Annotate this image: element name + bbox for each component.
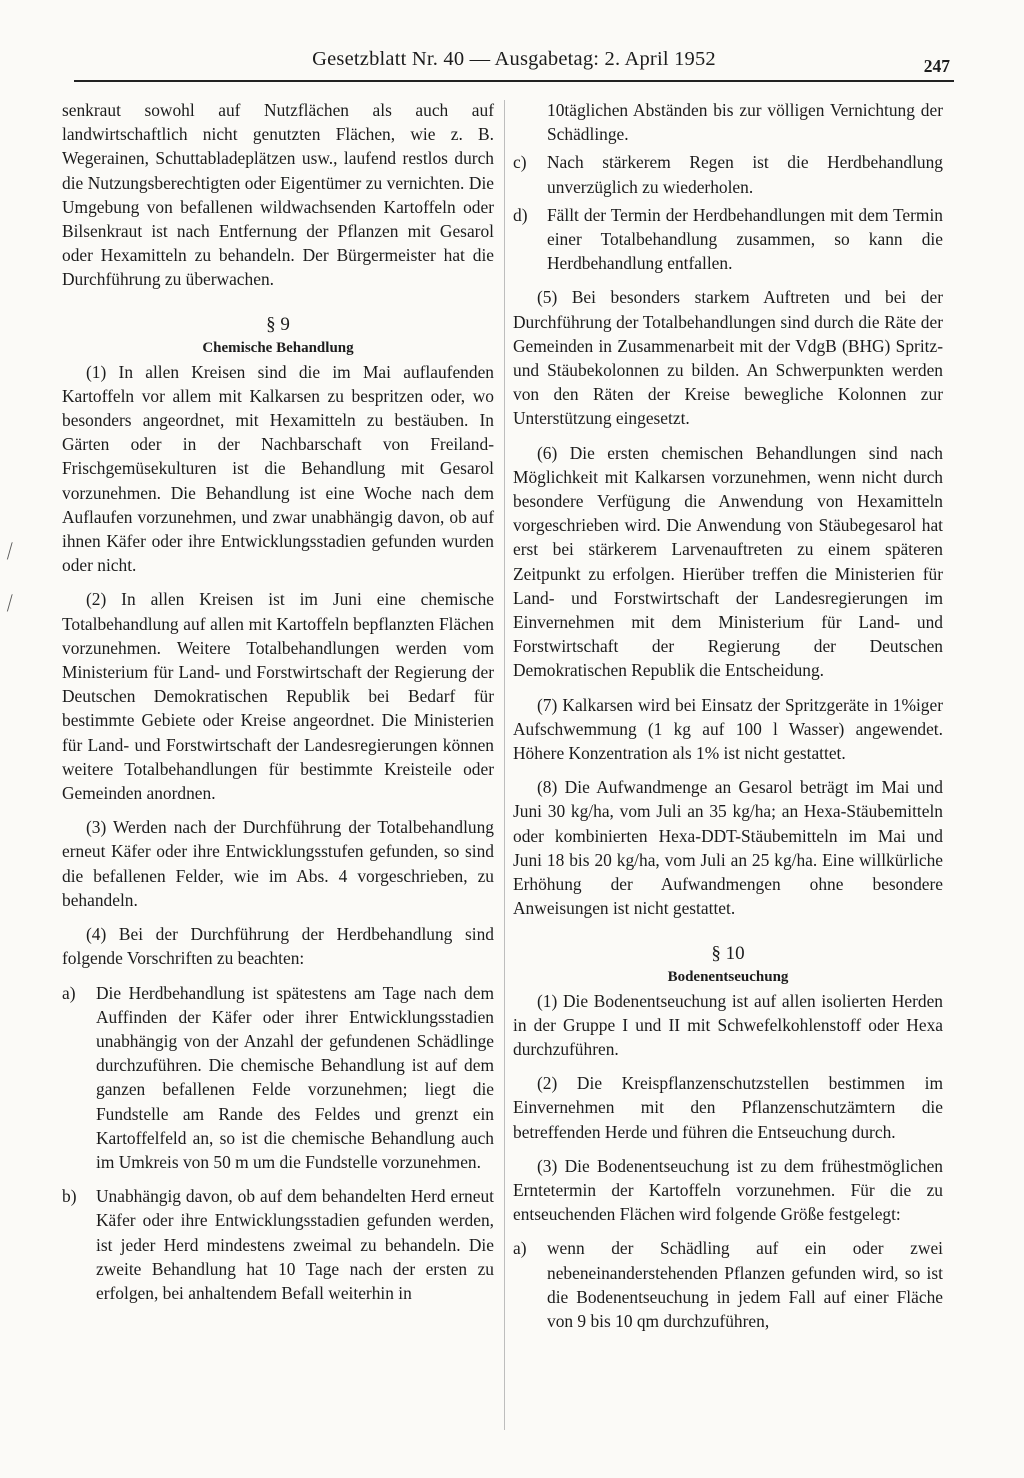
section-10-paragraph-2: (2) Die Kreispflanzenschutzstellen bestimmen im Einvernehmen mit den Pflanzenschutzämtern die betreffenden Herde und führen die Entseuchung durch.: [513, 1073, 943, 1142]
list-item-d-text: Fällt der Termin der Herdbehandlungen mit dem Termin einer Totalbehandlung zusammen, so kann die Herdbehandlung entfallen.: [547, 204, 943, 274]
section-10-list-item-a-text: wenn der Schädling auf ein oder zwei nebeneinanderstehenden Pflanzen gefunden wird, so ist die Bodenentseuchung in jedem Fall auf einer Fläche von 9 bis 10 qm durchzuführen,: [547, 1238, 943, 1331]
list-item-d: [513, 203, 943, 276]
section-10-number: § 10: [711, 942, 745, 964]
section-9-paragraph-3: (3) Werden nach der Durchführung der Totalbehandlung erneut Käfer oder ihre Entwicklungsstufen gefunden, so sind die befallenen Felder, wie im Abs. 4 vorgeschrieben, zu behandeln.: [62, 817, 494, 910]
section-9-paragraph-5: (5) Bei besonders starkem Auftreten und bei der Durchführung der Totalbehandlungen sind durch die Räte der Gemeinden in Zusammenarbeit mit der VdgB (BHG) Spritz- und Stäubekolonnen zu bilden. An Schwerpunkten werden von den Räten der Kreise bewegliche Kolonnen zur Unterstützung eingesetzt.: [513, 287, 943, 429]
section-10-list-item-a-label: a): [513, 1238, 527, 1259]
section-9-paragraph-6: (6) Die ersten chemischen Behandlungen sind nach Möglichkeit mit Kalkarsen vorzunehmen, wenn nicht durch besondere Verfügung die Anwendung von Hexamitteln vorgeschrieben wird. Die Anwendung von Stäubegesarol hat erst bei stärkerem Larvenauftreten zu einem späteren Zeitpunkt zu erfolgen. Hierüber treffen die Ministerien für Land- und Forstwirtschaft der Landesregierungen im Einvernehmen mit dem Ministerium für Land- und Forstwirtschaft der Regierung der Deutschen Demokratischen Republik die Entscheidung.: [513, 442, 943, 681]
section-9-heading: Chemische Behandlung: [202, 339, 354, 356]
list-item-b: [62, 1184, 494, 1305]
section-10-heading: Bodenentseuchung: [667, 968, 789, 985]
list-item-b-continued: [513, 98, 943, 146]
section-9-paragraph-1: (1) In allen Kreisen sind die im Mai auflaufenden Kartoffeln vor allem mit Kalkarsen zu bespritzen oder, wo besonders angeordnet, mit Hexamitteln zu bestäuben. In Gärten oder in der Nachbarschaft von Freiland-Frischgemüsekulturen ist die Behandlung mit Gesarol vorzunehmen. Die Behandlung ist eine Woche nach dem Auflaufen vorzunehmen, und zwar unabhängig davon, ob auf ihnen Käfer oder ihre Entwicklungsstadien gefunden wurden oder nicht.: [62, 361, 494, 576]
list-item-b-text: Unabhängig davon, ob auf dem behandelten Herd erneut Käfer oder ihre Entwicklungsstadien gefunden werden, ist jeder Herd mindestens zweimal zu behandeln. Die zweite Behandlung hat 10 Tage nach der ersten zu erfolgen, bei anhaltendem Befall weiterhin in: [96, 1186, 494, 1303]
column-divider: [504, 100, 505, 1430]
section-10-paragraph-1: (1) Die Bodenentseuchung ist auf allen isolierten Herden in der Gruppe I und II mit Schwefelkohlenstoff oder Hexa durchzuführen.: [513, 990, 943, 1059]
right-column: [513, 98, 943, 1343]
section-9-paragraph-8: (8) Die Aufwandmenge an Gesarol beträgt im Mai und Juni 30 kg/ha, vom Juli an 35 kg/ha; an Hexa-Stäubemitteln oder kombinierten Hexa-DDT-Stäubemitteln im Mai und Juni 18 bis 20 kg/ha, vom Juli an 25 kg/ha. Eine willkürliche Erhöhung der Aufwandmengen ohne besondere Anweisungen ist nicht gestattet.: [513, 777, 943, 919]
section-9-paragraph-4: (4) Bei der Durchführung der Herdbehandlung sind folgende Vorschriften zu beachten:: [62, 924, 494, 969]
section-10-paragraph-3: (3) Die Bodenentseuchung ist zu dem frühestmöglichen Erntetermin der Kartoffeln vorzunehmen. Für die zu entseuchenden Flächen wird folgende Größe festgelegt:: [513, 1155, 943, 1225]
page-number: 247: [923, 56, 950, 76]
left-column: [62, 98, 494, 1315]
section-9-paragraph-7: (7) Kalkarsen wird bei Einsatz der Spritzgeräte in 1%iger Aufschwemmung (1 kg auf 100 l Wasser) angewendet. Höhere Konzentration als 1% ist nicht gestattet.: [513, 694, 943, 764]
list-item-a: [62, 981, 494, 1175]
list-item-c: [513, 150, 943, 198]
intro-paragraph: senkraut sowohl auf Nutzflächen als auch auf landwirtschaftlich nicht genutzten Flächen, wie z. B. Wegerainen, Schuttabladeplätzen usw., laufend restlos durch die Nutzungsberechtigten oder Eigentümer zu vernichten. Die Umgebung von befallenen wildwachsenden Kartoffeln oder Bilsenkraut ist nach Entfernung der Pflanzen mit Gesarol oder Hexamitteln zu behandeln. Der Bürgermeister hat die Durchführung zu überwachen.: [62, 100, 494, 290]
list-item-d-label: d): [513, 204, 528, 225]
section-9-number: § 9: [266, 313, 290, 335]
section-10-list-item-a: [513, 1236, 943, 1333]
list-item-b-label: b): [62, 1186, 77, 1207]
list-item-b-continued-text: 10täglichen Abständen bis zur völligen Vernichtung der Schädlinge.: [547, 100, 943, 145]
page-header: [74, 46, 954, 82]
list-item-a-text: Die Herdbehandlung ist spätestens am Tage nach dem Auffinden der Käfer oder ihrer Entwicklungsstadien unabhängig von der Anzahl der gefundenen Schädlinge durchzuführen. Die chemische Behandlung ist auf dem ganzen befallenen Felde vorzunehmen; liegt die Fundstelle am Rande des Feldes und grenzt ein Kartoffelfeld an, so ist die chemische Behandlung auch im Umkreis von 50 m um die Fundstelle vorzunehmen.: [96, 982, 494, 1172]
margin-mark-2: ⁄: [3, 590, 16, 615]
list-item-c-label: c): [513, 152, 527, 173]
margin-mark-1: ⁄: [3, 538, 16, 563]
section-9-paragraph-2: (2) In allen Kreisen ist im Juni eine chemische Totalbehandlung auf allen mit Kartoffeln bepflanzten Flächen vorzunehmen. Weitere Totalbehandlungen werden vom Ministerium für Land- und Forstwirtschaft der Regierung der Deutschen Demokratischen Republik bei Bedarf für bestimmte Gebiete oder Kreise angeordnet. Die Ministerien für Land- und Forstwirtschaft der Landesregierungen können weitere Totalbehandlungen für bestimmte Kreisteile oder Gemeinden anordnen.: [62, 589, 494, 804]
list-item-a-label: a): [62, 982, 76, 1003]
header-title: Gesetzblatt Nr. 40 — Ausgabetag: 2. April 1952: [312, 48, 716, 70]
list-item-c-text: Nach stärkerem Regen ist die Herdbehandlung unverzüglich zu wiederholen.: [547, 152, 943, 197]
